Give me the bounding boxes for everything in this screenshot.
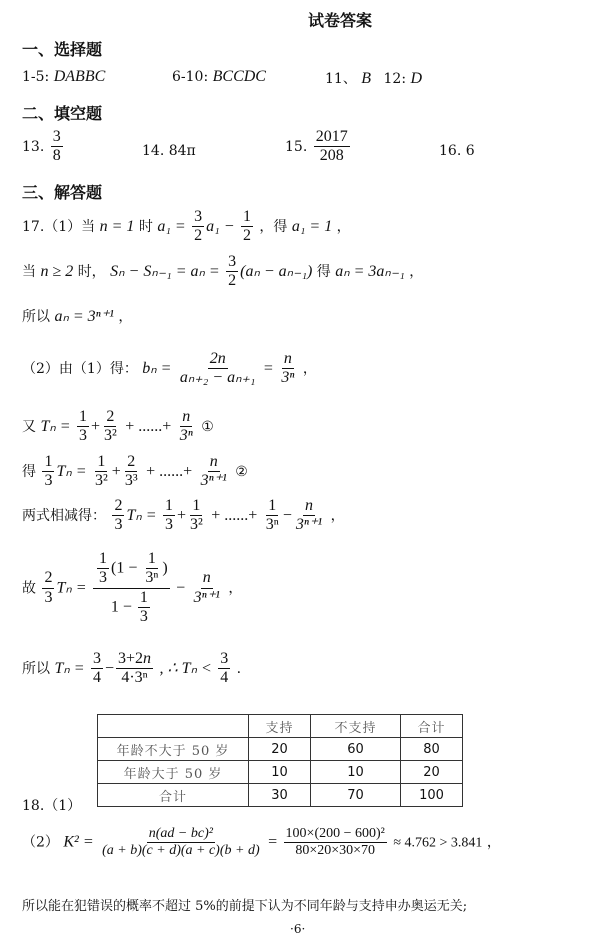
q17-part1-label: 17.（1）当 <box>22 218 96 235</box>
plus: + <box>111 462 121 480</box>
q17-line-5 <box>22 408 214 446</box>
q17-a1-term: a₁ − <box>206 217 235 235</box>
fraction: $\frac{2}{3}$ <box>114 497 123 534</box>
fraction: $\frac{3+2n}{\text{4·3ⁿ}}$ <box>118 650 152 687</box>
punct: ， <box>486 834 501 851</box>
fill-q13 <box>22 128 65 166</box>
q17-sn-diff: Sₙ − Sₙ₋₁ = aₙ = <box>110 262 220 280</box>
fill-q13-label: 13. <box>22 138 45 155</box>
q17-line-2 <box>22 253 423 291</box>
fraction: $\frac{1}{\text{3²}}$ <box>94 453 108 490</box>
fraction-3-2b: $\frac{3}{2}$ <box>228 253 237 290</box>
q17-an-diff: (aₙ − aₙ₋₁) <box>240 262 313 280</box>
table-cell: 不支持 <box>311 715 401 738</box>
fraction: $\frac{n}{\text{3ⁿ⁺¹}}$ <box>200 453 227 490</box>
choice-6-10-value: BCCDC <box>212 68 266 85</box>
q17-tn-eq3: Tₙ = <box>126 506 157 524</box>
section-choice-heading: 一、选择题 <box>22 40 103 59</box>
choice-6-10-label: 6-10: <box>172 69 209 85</box>
ellipsis: + ......+ <box>211 506 258 524</box>
fill-q15 <box>285 128 352 166</box>
fraction: $\frac{n}{\text{3ⁿ⁺¹}}$ <box>193 569 220 606</box>
equation-marker-2: ② <box>235 463 248 480</box>
punct: ， <box>228 580 243 597</box>
fill-q13-fraction <box>51 128 63 166</box>
q17-line-4 <box>22 350 317 388</box>
punct: ， <box>118 309 133 325</box>
fraction-numerator: n <box>282 350 294 369</box>
fraction: $\frac{n}{\text{3ⁿ}}$ <box>179 408 193 445</box>
q18-line-2 <box>22 826 501 859</box>
fraction-k2-formula <box>100 826 262 859</box>
fraction-numerator: 3 <box>51 128 63 147</box>
choice-12-value: D <box>410 70 423 87</box>
q17-line-7 <box>22 497 345 535</box>
choice-answers <box>22 68 105 86</box>
fraction: $\frac{3}{4}$ <box>92 650 101 687</box>
table-cell: 80 <box>400 738 462 761</box>
fraction-complex: $\frac{1}{3}$ (1 − $\frac{1}{\text{3ⁿ}}$ ) 1 − $\frac{1}{3}$ <box>93 550 170 627</box>
punct: ， <box>409 263 424 280</box>
fraction: $\frac{2}{3}$ <box>44 569 53 606</box>
fraction: $\frac{1}{3}$ <box>78 408 87 445</box>
minus: − <box>104 659 115 677</box>
table-header-row <box>98 715 463 738</box>
fraction-denominator: 3ⁿ <box>281 369 295 387</box>
fraction: $\frac{1}{3}$ <box>164 497 173 534</box>
q17-text-suoyi: 所以 <box>22 309 50 325</box>
page-number: ·6· <box>290 922 306 936</box>
fraction: $\frac{1}{3}$ <box>139 588 148 626</box>
fraction-3-2: $\frac{3}{2}$ <box>194 208 203 245</box>
equals: = <box>263 359 273 377</box>
table-cell: 支持 <box>249 715 311 738</box>
plus: + <box>176 506 187 524</box>
fraction: $\frac{3}{4}$ <box>220 650 229 687</box>
ellipsis: + ......+ <box>125 417 172 435</box>
fraction: $\frac{1}{\text{3ⁿ}}$ <box>145 550 159 587</box>
table-cell: 30 <box>249 784 311 807</box>
fill-q16: 16. 6 <box>439 143 475 159</box>
q17-an-formula: aₙ = 3ⁿ⁺¹ <box>54 308 114 325</box>
q17-a1-eq: a₁ = <box>157 217 186 235</box>
plus: + <box>90 417 101 435</box>
choice-12-label: 12: <box>383 71 407 87</box>
q17-part2-label: （2）由（1）得： <box>22 360 138 377</box>
fraction: $\frac{1}{3}$ <box>44 453 53 490</box>
table-cell: 60 <box>311 738 401 761</box>
q17-text-gu: 故 <box>22 580 36 597</box>
ellipsis: + ......+ <box>146 462 193 480</box>
choice-11-12 <box>325 68 422 88</box>
q17-line-9 <box>22 650 241 688</box>
table-cell: 10 <box>249 761 311 784</box>
table-cell: 20 <box>249 738 311 761</box>
choice-11-label: 11、 <box>325 71 357 87</box>
fill-q15-label: 15. <box>285 138 308 155</box>
q17-text-de2: 得 <box>316 263 331 280</box>
punct: ， <box>302 360 317 377</box>
choice-11-value: B <box>361 70 372 87</box>
fraction-denominator: 8 <box>52 147 61 165</box>
q17-tn-eq: Tₙ = <box>40 417 71 435</box>
fraction: $\frac{2}{\text{3²}}$ <box>104 408 117 445</box>
fraction-numerator: n(ad − bc)² <box>147 826 215 843</box>
q18-k2-result: ≈ 4.762 > 3.841 <box>393 835 483 851</box>
equals: = <box>268 833 278 851</box>
table-cell <box>98 715 249 738</box>
punct: ， <box>336 218 351 235</box>
table-cell: 年龄大于 50 岁 <box>98 761 249 784</box>
minus: − <box>176 579 186 597</box>
q17-text-shi2: 时， <box>77 263 106 280</box>
fraction: $\frac{2}{\text{3³}}$ <box>124 453 138 490</box>
fraction-denominator: 80×20×30×70 <box>295 843 376 859</box>
fill-q15-fraction <box>314 128 350 166</box>
q17-text-you: 又 <box>22 418 36 435</box>
table-cell: 合计 <box>98 784 249 807</box>
q18-part2-label: （2） <box>22 834 59 851</box>
table-cell: 合计 <box>400 715 462 738</box>
punct: . <box>236 660 242 677</box>
fraction-numerator: 100×(200 − 600)² <box>284 826 387 843</box>
punct: ， <box>330 507 345 524</box>
section-fill-heading: 二、填空题 <box>22 104 103 123</box>
table-row <box>98 784 463 807</box>
q18-k2-eq: K² = <box>63 833 94 851</box>
fraction-numerator: 2n <box>208 350 228 369</box>
q17-line-8 <box>22 550 242 627</box>
fraction-denominator: 208 <box>319 147 344 165</box>
section-solution-heading: 三、解答题 <box>22 183 103 202</box>
fill-q14: 14. 84π <box>142 143 196 159</box>
contingency-table <box>97 714 463 807</box>
fraction-k2-values <box>284 826 387 859</box>
page-title: 试卷答案 <box>308 11 373 30</box>
q17-a1-result: a₁ = 1 <box>291 217 333 235</box>
fraction: $\frac{1}{3}$ <box>98 550 107 587</box>
q17-line-6 <box>22 453 248 491</box>
q17-text-dang: 当 <box>22 263 36 280</box>
minus: − <box>282 506 292 524</box>
q17-n-eq-1: n = 1 <box>99 217 135 235</box>
fraction-numerator: 2017 <box>314 128 350 147</box>
fraction: $\frac{1}{\text{3²}}$ <box>190 497 203 534</box>
q17-tn-eq4: Tₙ = <box>56 579 87 597</box>
q17-tn-eq2: Tₙ = <box>56 462 87 480</box>
fraction-1-2: $\frac{1}{2}$ <box>242 208 251 245</box>
fraction-denominator: aₙ₊₂ − aₙ₊₁ <box>179 369 256 387</box>
q18-part1-label: 18.（1） <box>22 798 82 814</box>
q17-recurrence: aₙ = 3aₙ₋₁ <box>335 262 405 280</box>
q17-line-3 <box>22 306 132 326</box>
q18-conclusion: 所以能在犯错误的概率不超过 5%的前提下认为不同年龄与支持申办奥运无关; <box>22 899 468 914</box>
choice-1-5-value: DABBC <box>53 68 106 85</box>
q17-n-ge-2: n ≥ 2 <box>40 262 74 280</box>
fraction-n-3n <box>279 350 296 388</box>
table-cell: 100 <box>400 784 462 807</box>
q17-text-de3: 得 <box>22 463 36 480</box>
table-row <box>98 738 463 761</box>
q17-therefore: , ∴ Tₙ < <box>159 659 212 677</box>
equation-marker-1: ① <box>201 418 214 435</box>
q17-bn-eq: bₙ = <box>142 359 172 377</box>
fraction-bn <box>178 350 258 388</box>
q17-text-suoyi2: 所以 <box>22 660 50 677</box>
table-cell: 10 <box>311 761 401 784</box>
fraction-denominator: (a + b)(c + d)(a + c)(b + d) <box>102 843 260 859</box>
choice-1-5-label: 1-5: <box>22 69 50 85</box>
q17-tn-eq5: Tₙ = <box>54 659 85 677</box>
table-cell: 年龄不大于 50 岁 <box>98 738 249 761</box>
table-cell: 20 <box>400 761 462 784</box>
choice-6-10 <box>172 68 266 86</box>
fraction: $\frac{n}{\text{3ⁿ⁺¹}}$ <box>295 497 323 534</box>
q17-text-de: ，得 <box>259 218 288 235</box>
q17-text-subtract: 两式相减得： <box>22 507 106 524</box>
fraction: $\frac{1}{\text{3ⁿ}}$ <box>265 497 279 534</box>
q17-text-shi: 时 <box>138 218 153 235</box>
table-row <box>98 761 463 784</box>
q17-line-1 <box>22 208 351 246</box>
table-cell: 70 <box>311 784 401 807</box>
